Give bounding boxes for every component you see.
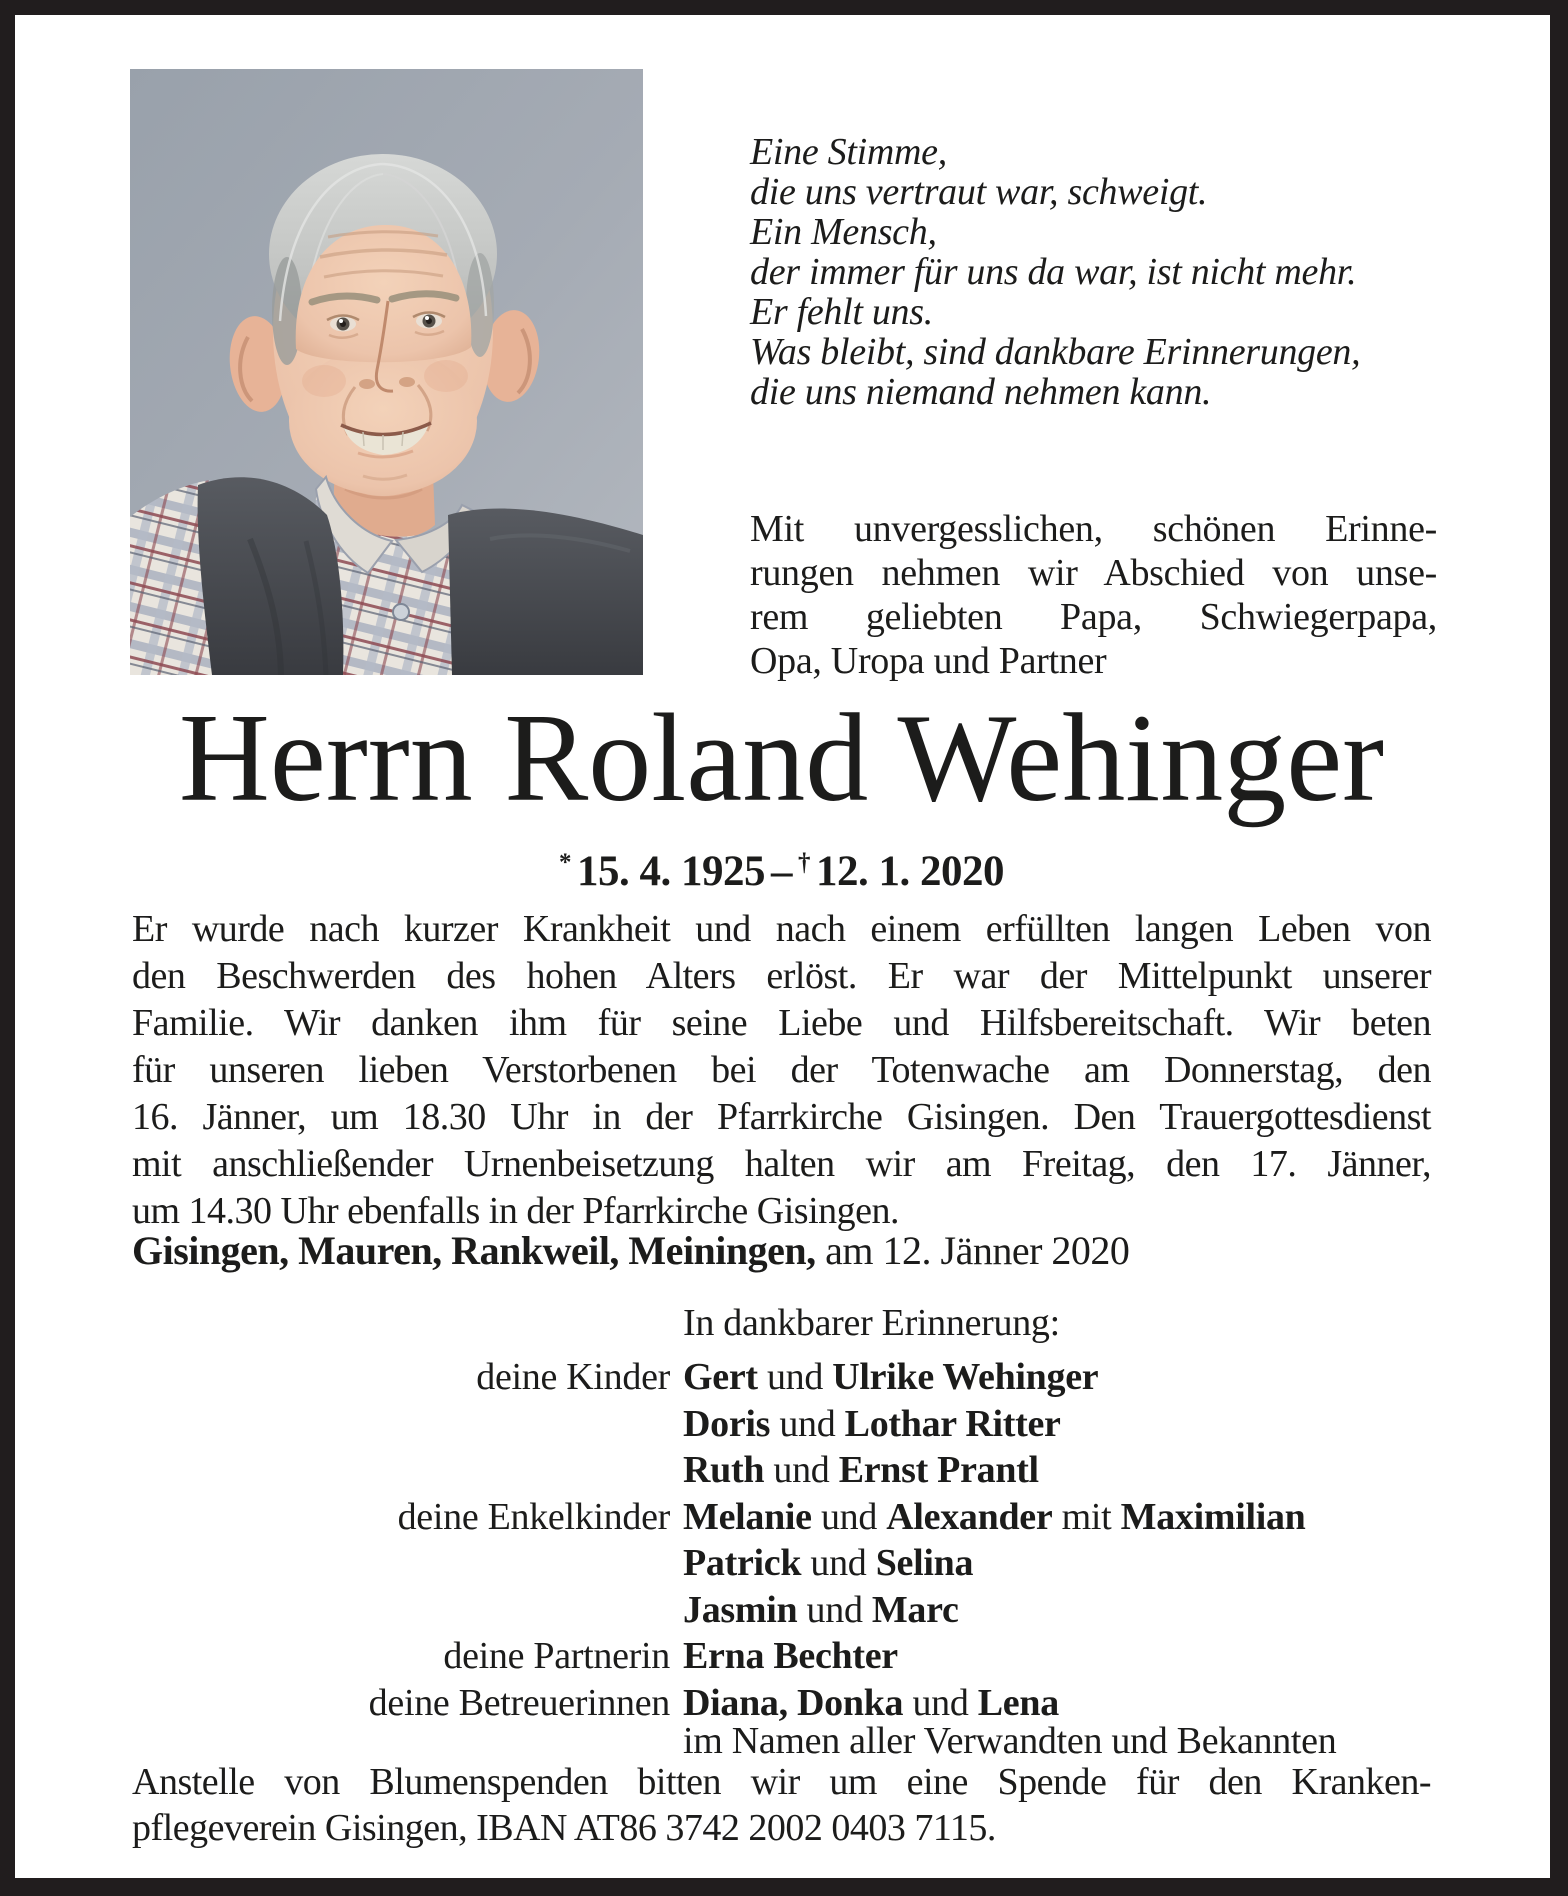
family-relation-label (132, 1447, 683, 1494)
obituary-line: mit anschließender Urnenbeisetzung halten wir am Freitag, den 17. Jänner, (132, 1143, 1431, 1185)
farewell-intro (750, 507, 1437, 683)
intro-line: Opa, Uropa und Partner (750, 640, 1107, 682)
obituary-line: Er wurde nach kurzer Krankheit und nach einem erfüllten langen Leben von (132, 908, 1431, 950)
obituary-line: 16. Jänner, um 18.30 Uhr in der Pfarrkirche Gisingen. Den Trauergottesdienst (132, 1096, 1431, 1138)
obituary-line: um 14.30 Uhr ebenfalls in der Pfarrkirche Gisingen. (132, 1190, 900, 1232)
family-relation-label (132, 1401, 683, 1448)
poem-line: Eine Stimme, (750, 131, 947, 173)
family-row (132, 1354, 1431, 1401)
dateline (132, 1228, 1431, 1274)
death-date: 12. 1. 2020 (815, 848, 1004, 896)
remembrance-closing: im Namen aller Verwandten und Bekannten (683, 1720, 1337, 1762)
family-relation-label (132, 1587, 683, 1634)
memorial-poem (750, 132, 1450, 412)
poem-line: Ein Mensch, (750, 211, 937, 253)
life-dates (132, 840, 1431, 895)
family-names: Gert und Ulrike Wehinger (683, 1356, 1099, 1398)
family-row (132, 1540, 1431, 1587)
remembrance-heading: In dankbarer Erinnerung: (683, 1302, 1060, 1344)
obituary-line: den Beschwerden des hohen Alters erlöst. Er war der Mittelpunkt unserer (132, 955, 1431, 997)
family-names: Patrick und Selina (683, 1542, 974, 1584)
donation-note (132, 1759, 1431, 1851)
family-row (132, 1447, 1431, 1494)
poem-line: Er fehlt uns. (750, 291, 933, 333)
deceased-name: Herrn Roland Wehinger (178, 689, 1385, 828)
intro-line: Mit unvergesslichen, schönen Erinne- (750, 508, 1437, 550)
dates-separator: – (771, 848, 792, 896)
family-relation-label: deine Kinder (476, 1356, 670, 1398)
donation-line: pflegeverein Gisingen, IBAN AT86 3742 2002 0403 7115. (132, 1807, 996, 1849)
family-relation-label: deine Betreuerinnen (368, 1681, 670, 1724)
family-relation-label: deine Partnerin (443, 1635, 670, 1677)
family-relation-label: deine Enkelkinder (397, 1495, 670, 1538)
family-names: Ruth und Ernst Prantl (683, 1449, 1039, 1491)
birth-date: 15. 4. 1925 (577, 848, 765, 896)
family-row (132, 1401, 1431, 1448)
poem-line: die uns vertraut war, schweigt. (750, 171, 1208, 213)
shirt-button (393, 604, 409, 620)
intro-line: rem geliebten Papa, Schwiegerpapa, (750, 596, 1437, 638)
portrait-photo (130, 69, 643, 675)
family-row (132, 1633, 1431, 1680)
intro-line: rungen nehmen wir Abschied von unse- (750, 552, 1437, 594)
remembrance-rows (132, 1354, 1431, 1760)
family-row (132, 1494, 1431, 1541)
family-row (132, 1587, 1431, 1634)
family-names: Doris und Lothar Ritter (683, 1402, 1061, 1445)
family-names: Jasmin und Marc (683, 1588, 959, 1631)
poem-line: der immer für uns da war, ist nicht mehr. (750, 251, 1357, 293)
donation-line: Anstelle von Blumenspenden bitten wir um eine Spende für den Kranken- (132, 1761, 1431, 1803)
family-names: Diana, Donka und Lena (683, 1681, 1059, 1724)
birth-symbol: * (559, 849, 571, 876)
obituary-line: Familie. Wir danken ihm für seine Liebe und Hilfsbereitschaft. Wir beten (132, 1002, 1431, 1044)
dateline-places: Gisingen, Mauren, Rankweil, Meiningen, (132, 1228, 816, 1273)
poem-line: die uns niemand nehmen kann. (750, 371, 1212, 413)
obituary-text (132, 906, 1431, 1235)
poem-line: Was bleibt, sind dankbare Erinnerungen, (750, 331, 1361, 373)
death-symbol: † (798, 849, 810, 876)
family-names: Melanie und Alexander mit Maximilian (683, 1495, 1306, 1538)
portrait-illustration (130, 69, 643, 675)
dateline-date: am 12. Jänner 2020 (815, 1228, 1130, 1273)
family-names: Erna Bechter (683, 1635, 898, 1677)
obituary-line: für unseren lieben Verstorbenen bei der Totenwache am Donnerstag, den (132, 1049, 1431, 1091)
family-relation-label (132, 1540, 683, 1587)
